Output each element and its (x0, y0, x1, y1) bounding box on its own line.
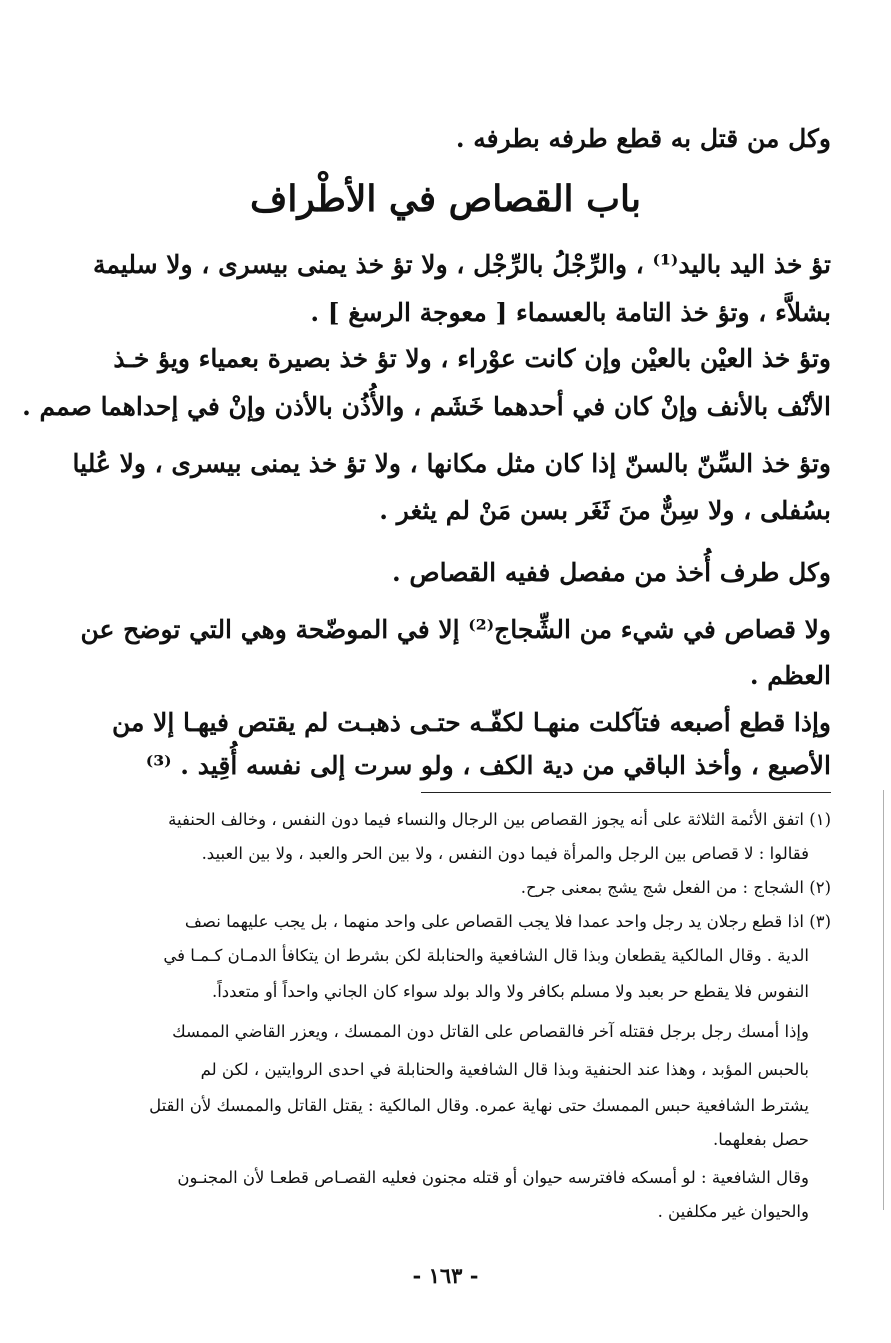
footnote-line-8: بالحبس المؤبد ، وهذا عند الحنفية وبذا قال الشافعية والحنابلة في احدى الروايتين ، لكن لم (200, 1060, 809, 1079)
body-line-11: الأصبع ، وأخذ الباقي من دية الكف ، ولو سرت إلى نفسه أُقِيد . ⁽³⁾ (145, 751, 831, 780)
footnote-line-4: (٣) اذا قطع رجلان يد رجل واحد عمدا فلا يجب القصاص على واحد منهما ، بل يجب عليهما نصف (184, 912, 831, 931)
footnote-line-1: (١) اتفق الأئمة الثلاثة على أنه يجوز القصاص بين الرجال والنساء فيما دون النفس ، وخالف الحنفية (168, 810, 831, 829)
scan-edge-line (883, 790, 884, 1210)
chapter-title: باب القصاص في الأطْراف (250, 178, 641, 220)
footnote-line-3: (٢) الشجاج : من الفعل شج يشج بمعنى جرح. (520, 878, 831, 897)
body-line-4: الأنْف بالأنف وإنْ كان في أحدهما خَشَم ، والأُذُن بالأذن وإنْ في إحداهما صمم . (22, 392, 831, 421)
footnote-line-5: الدية . وقال المالكية يقطعان وبذا قال الشافعية والحنابلة لكن بشرط ان يتكافأ الدمـان كـمـا في (163, 946, 809, 965)
page-number: - ١٦٣ - (412, 1263, 479, 1288)
body-line-1: تؤ خذ اليد باليد⁽¹⁾ ، والرِّجْلُ بالرِّجْل ، ولا تؤ خذ يمنى بيسرى ، ولا سليمة (92, 250, 831, 279)
body-line-3: وتؤ خذ العيْن بالعيْن وإن كانت عوْراء ، ولا تؤ خذ بصيرة بعمياء ويؤ خـذ (113, 344, 831, 373)
body-line-10: وإذا قطع أصبعه فتآكلت منهـا لكفّـه حتـى ذهبـت لم يقتص فيهـا إلا من (111, 708, 831, 737)
body-line-6: بسُفلى ، ولا سِنٌّ منَ ثَغَر بسن مَنْ لم يثغر . (379, 496, 831, 525)
footnote-line-7: وإذا أمسك رجل برجل فقتله آخر فالقصاص على القاتل دون الممسك ، ويعزر القاضي الممسك (172, 1022, 809, 1041)
body-line-8: ولا قصاص في شيء من الشِّجاج⁽²⁾ إلا في الموضّحة وهي التي توضح عن (80, 615, 831, 644)
body-line-2: بشلاَّء ، وتؤ خذ التامة بالعسماء [ معوجة الرسغ ] . (310, 298, 831, 327)
footnote-line-10: حصل بفعلهما. (712, 1130, 809, 1149)
intro-line: وكل من قتل به قطع طرفه بطرفه . (455, 124, 831, 153)
footnote-line-12: والحيوان غير مكلفين . (657, 1202, 809, 1221)
footnote-line-6: النفوس فلا يقطع حر بعبد ولا مسلم بكافر ولا والد بولد سواء كان الجاني واحداً أو متعدداً. (211, 982, 809, 1001)
footnote-line-11: وقال الشافعية : لو أمسكه فافترسه حيوان أو قتله مجنون فعليه القصـاص قطعـا لأن المجنـون (177, 1168, 809, 1187)
body-line-5: وتؤ خذ السِّنّ بالسنّ إذا كان مثل مكانها ، ولا تؤ خذ يمنى بيسرى ، ولا عُليا (72, 449, 831, 478)
body-line-9: العظم . (749, 661, 831, 690)
footnote-line-9: يشترط الشافعية حبس الممسك حتى نهاية عمره. وقال المالكية : يقتل القاتل والممسك لأن القتل (149, 1096, 809, 1115)
body-line-7: وكل طرف أُخذ من مفصل ففيه القصاص . (391, 558, 831, 587)
footnote-line-2: فقالوا : لا قصاص بين الرجل والمرأة فيما دون النفس ، ولا بين الحر والعبد ، ولا بين العبيد. (201, 844, 809, 863)
footnote-divider (421, 792, 831, 793)
